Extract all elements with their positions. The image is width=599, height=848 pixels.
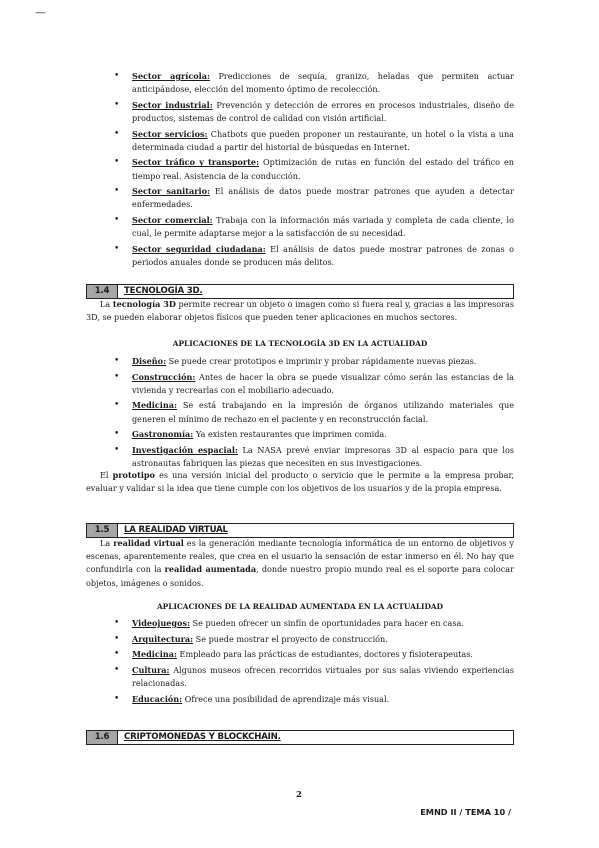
bullet-icon: • <box>114 400 120 411</box>
list-item <box>86 399 514 425</box>
list-item-term: Medicina: <box>132 400 177 411</box>
term-prototipo: prototipo <box>112 470 155 480</box>
list-item-text: Prevención y detección de errores en procesos industriales, diseño de productos, sistemas de control de calidad con visión artificial. <box>132 99 514 123</box>
footer-text: EMND II / TEMA 10 / <box>420 807 511 817</box>
list-item-text: Antes de hacer la obra se puede visualizar cómo serán las estancias de la vivienda y recrearlas con el mobiliario adecuado. <box>132 371 514 395</box>
list-item <box>86 185 514 211</box>
list-item-term: Arquitectura: <box>132 633 194 644</box>
list-item-text: Algunos museos ofrecen recorridos virtuales por sus salas viviendo experiencias relacionadas. <box>132 664 514 688</box>
section-title: LA REALIDAD VIRTUAL <box>124 525 228 535</box>
paragraph-3d: La tecnología 3D permite recrear un objeto o imagen como si fuera real y, gracias a las impresoras 3D, se pueden elaborar objetos físicos que pueden tener aplicaciones en muchos sectores. <box>86 299 514 323</box>
list-item-text: Ofrece una posibilidad de aprendizaje más visual. <box>182 693 390 704</box>
page-number: 2 <box>296 790 302 800</box>
subheading-3d-applications: APLICACIONES DE LA TECNOLOGÍA 3D EN LA ACTUALIDAD <box>172 339 428 348</box>
list-item-text: La NASA prevé enviar impresoras 3D al espacio para que los astronautas fabriquen las piezas que necesiten en sus investigaciones. <box>132 444 514 468</box>
bullet-icon: • <box>114 71 120 81</box>
bullet-icon: • <box>114 633 120 644</box>
list-item-text: Trabaja con la información más variada y completa de cada cliente, lo cual, le permite adaptarse mejor a la satisfacción de su necesidad. <box>132 214 514 239</box>
bullet-icon: • <box>114 186 120 197</box>
sector-list <box>86 70 514 272</box>
list-item-text: Empleado para las prácticas de estudiantes, doctores y fisioterapeutas. <box>176 649 473 660</box>
list-item <box>86 428 514 441</box>
applications-ar-list <box>86 617 514 708</box>
list-item-term: Sector industrial: <box>132 99 213 110</box>
section-number: 1.4 <box>87 285 118 298</box>
bullet-icon: • <box>114 649 120 660</box>
top-mark: — <box>35 6 46 19</box>
list-item-term: Sector comercial: <box>132 214 213 225</box>
list-item <box>86 214 514 240</box>
list-item <box>86 648 514 661</box>
list-item-term: Sector tráfico y transporte: <box>132 157 260 168</box>
list-item-text: Chatbots que pueden proponer un restaurante, un hotel o la vista a una determinada ciudad a partir del historial de búsquedas en Internet. <box>132 128 514 152</box>
bullet-icon: • <box>114 99 120 110</box>
list-item <box>86 633 514 646</box>
list-item <box>86 444 514 470</box>
subheading-ar-applications: APLICACIONES DE LA REALIDAD AUMENTADA EN LA ACTUALIDAD <box>156 602 444 611</box>
applications-3d-list <box>86 355 514 473</box>
list-item-term: Diseño: <box>132 356 167 366</box>
list-item-term: Sector servicios: <box>132 128 208 139</box>
list-item-text: Optimización de rutas en función del estado del tráfico en tiempo real. Asistencia de la conducción. <box>132 157 514 181</box>
list-item-text: Se puede crear prototipos e imprimir y probar rápidamente nuevas piezas. <box>166 356 477 366</box>
list-item <box>86 371 514 397</box>
list-item-text: Se puede mostrar el proyecto de construcción. <box>193 633 388 644</box>
list-item-term: Videojuegos: <box>132 618 190 628</box>
list-item-term: Cultura: <box>132 664 170 675</box>
bullet-icon: • <box>114 371 120 382</box>
list-item <box>86 355 514 368</box>
bullet-icon: • <box>114 243 120 254</box>
term-realidad-virtual: realidad virtual <box>113 538 184 548</box>
list-item-text: Predicciones de sequía, granizo, heladas que permiten actuar anticipándose, elección del momento óptimo de recolección. <box>132 71 514 95</box>
list-item <box>86 99 514 125</box>
bullet-icon: • <box>114 444 120 455</box>
section-title: TECNOLOGÍA 3D. <box>124 286 203 296</box>
section-1-5-header <box>86 523 514 538</box>
bullet-icon: • <box>114 693 120 704</box>
bullet-icon: • <box>114 356 120 366</box>
list-item-text: El análisis de datos puede mostrar patrones que ayuden a detectar enfermedades. <box>132 186 514 210</box>
list-item <box>86 617 514 630</box>
bullet-icon: • <box>114 429 120 440</box>
section-number: 1.5 <box>87 524 118 537</box>
list-item-term: Sector seguridad ciudadana: <box>132 243 266 254</box>
bullet-icon: • <box>114 664 120 675</box>
section-1-4-header <box>86 284 514 299</box>
list-item <box>86 128 514 154</box>
list-item-term: Sector agrícola: <box>132 71 210 81</box>
list-item-term: Gastronomía: <box>132 429 194 440</box>
list-item <box>86 156 514 182</box>
term-realidad-aumentada: realidad aumentada <box>164 564 257 575</box>
list-item <box>86 664 514 690</box>
list-item-term: Investigación espacial: <box>132 444 238 455</box>
list-item-text: El análisis de datos puede mostrar patrones de zonas o periodos anuales donde se producen más delitos. <box>132 243 514 267</box>
bullet-icon: • <box>114 157 120 168</box>
list-item-term: Sector sanitario: <box>132 186 210 197</box>
section-title: CRIPTOMONEDAS Y BLOCKCHAIN. <box>124 732 281 742</box>
list-item <box>86 693 514 706</box>
list-item-term: Medicina: <box>132 649 177 660</box>
section-number: 1.6 <box>87 731 118 744</box>
list-item-text: Ya existen restaurantes que imprimen comida. <box>193 429 387 440</box>
bullet-icon: • <box>114 214 120 225</box>
paragraph-prototipo: El prototipo es una versión inicial del producto o servicio que le permite a la empresa probar, evaluar y validar si la idea que tiene cumple con los objetivos de los usuarios y de la propia empresa. <box>86 470 515 494</box>
list-item-term: Educación: <box>132 693 183 704</box>
list-item <box>86 243 514 269</box>
list-item-term: Construcción: <box>132 371 196 382</box>
list-item <box>86 70 514 96</box>
bullet-icon: • <box>114 618 120 628</box>
paragraph-realidad-virtual: La realidad virtual es la generación mediante tecnología informática de un entorno de objetivos y escenas, aparentemente reales, que crea en el usuario la sensación de estar inmerso en él. No hay que confundirla con la realidad aumentada, donde nuestro propio mundo real es el soporte para colocar objetos, imágenes o sonidos. <box>86 538 514 588</box>
list-item-text: Se pueden ofrecer un sinfín de oportunidades para hacer en casa. <box>189 618 464 628</box>
term-tecnologia-3d: tecnología 3D <box>112 299 176 309</box>
list-item-text: Se está trabajando en la impresión de órganos utilizando materiales que generen el mínimo de rechazo en el paciente y en reconstrucción facial. <box>132 400 514 424</box>
bullet-icon: • <box>114 128 120 139</box>
section-1-6-header <box>86 730 514 745</box>
